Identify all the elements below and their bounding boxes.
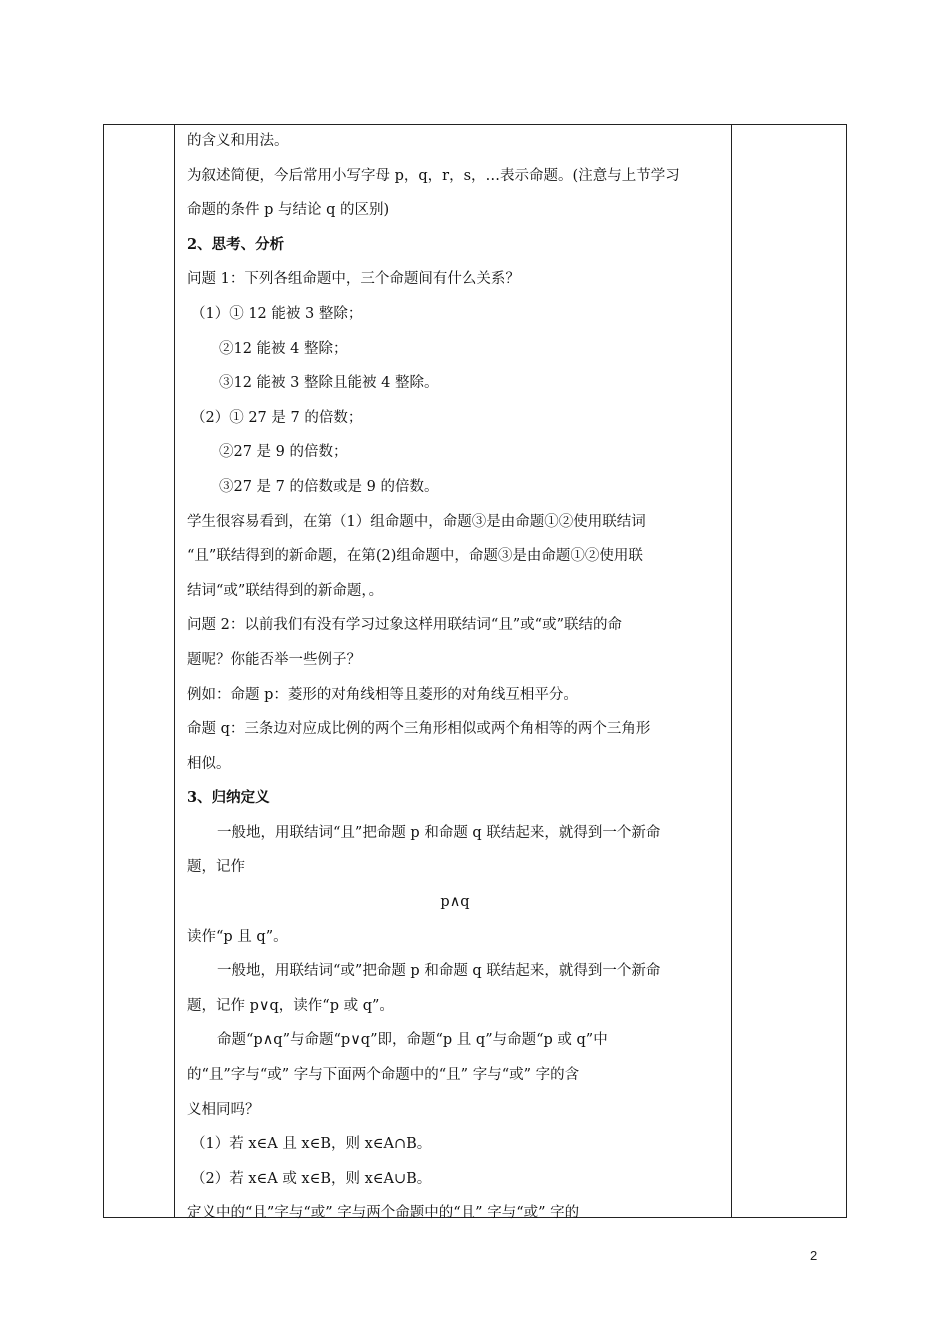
text-line: （1）若 x∈A 且 x∈B，则 x∈A∩B。 — [191, 1136, 432, 1153]
text-line: 的含义和用法。 — [187, 133, 289, 149]
text-line: 相似。 — [187, 755, 231, 772]
text-line: ③27 是 7 的倍数或是 9 的倍数。 — [219, 478, 439, 495]
text-line: 问题 2：以前我们有没有学习过象这样用联结词“且”或“或”联结的命 — [187, 617, 622, 634]
left-column-divider — [174, 125, 175, 1217]
text-line: 命题 q：三条边对应成比例的两个三角形相似或两个角相等的两个三角形 — [187, 721, 651, 738]
right-column-divider — [731, 125, 732, 1217]
section-heading: 2、思考、分析 — [187, 235, 285, 253]
text-line: ②27 是 9 的倍数； — [219, 444, 348, 461]
text-line: 问题 1：下列各组命题中，三个命题间有什么关系？ — [187, 271, 520, 288]
text-line: ③12 能被 3 整除且能被 4 整除。 — [219, 375, 439, 392]
text-line: 为叙述简便，今后常用小写字母 p，q，r，s，…表示命题。(注意与上节学习 — [187, 167, 680, 184]
lesson-content — [187, 124, 723, 1231]
text-line: （1）① 12 能被 3 整除； — [191, 305, 363, 322]
text-line: 题呢？你能否举一些例子？ — [187, 651, 361, 668]
text-line: 命题“p∧q”与命题“p∨q”即，命题“p 且 q”与命题“p 或 q”中 — [217, 1032, 608, 1049]
text-line: 学生很容易看到，在第（1）组命题中，命题③是由命题①②使用联结词 — [187, 513, 646, 530]
text-line: （2）① 27 是 7 的倍数； — [191, 409, 363, 426]
text-line: 例如：命题 p：菱形的对角线相等且菱形的对角线互相平分。 — [187, 686, 578, 703]
text-line: 题，记作 p∨q，读作“p 或 q”。 — [187, 997, 394, 1014]
formula-line: p∧q — [440, 894, 470, 911]
text-line: 的“且”字与“或” 字与下面两个命题中的“且” 字与“或” 字的含 — [187, 1067, 580, 1084]
text-line: 一般地，用联结词“或”把命题 p 和命题 q 联结起来，就得到一个新命 — [217, 963, 661, 980]
text-line: （2）若 x∈A 或 x∈B，则 x∈A∪B。 — [191, 1170, 432, 1187]
text-line: 命题的条件 p 与结论 q 的区别) — [187, 202, 390, 219]
text-line: 定义中的“且”字与“或” 字与两个命题中的“且” 字与“或” 字的 — [187, 1205, 580, 1222]
text-line: 一般地，用联结词“且”把命题 p 和命题 q 联结起来，就得到一个新命 — [217, 824, 661, 841]
text-line: 义相同吗？ — [187, 1101, 260, 1118]
page-number: 2 — [810, 1248, 818, 1263]
text-line: 结词“或”联结得到的新命题，。 — [187, 582, 384, 599]
section-heading: 3、归纳定义 — [187, 789, 270, 807]
text-line: ②12 能被 4 整除； — [219, 340, 348, 357]
text-line: 读作“p 且 q”。 — [187, 928, 288, 945]
text-line: 题，记作 — [187, 859, 245, 876]
text-line: “且”联结得到的新命题，在第(2)组命题中，命题③是由命题①②使用联 — [187, 548, 643, 565]
